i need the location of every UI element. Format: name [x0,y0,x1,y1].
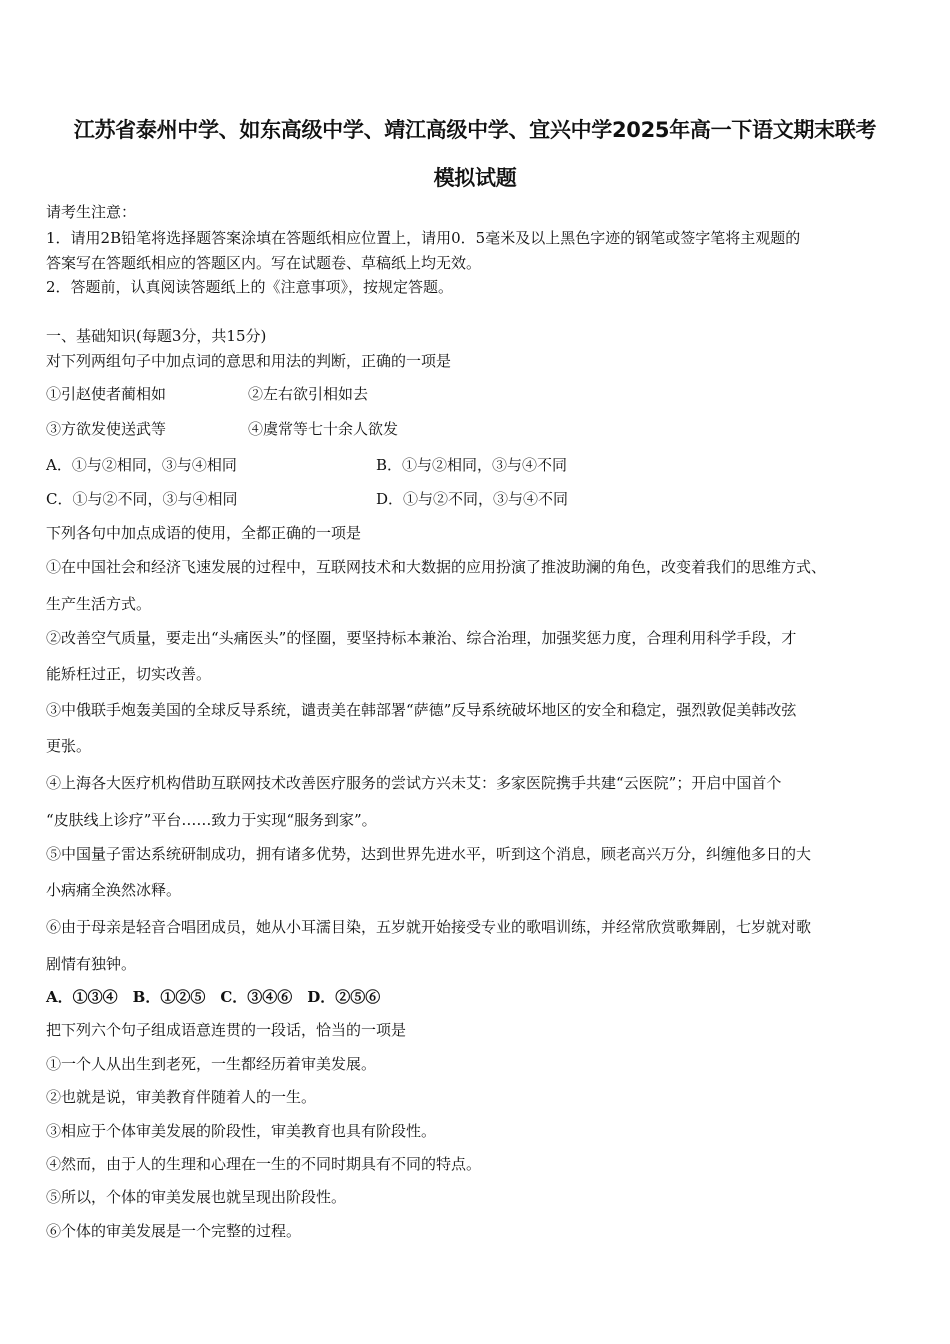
q2-sentence-2-line-2: 能矫枉过正，切实改善。 [46,665,212,683]
q3-sentence-3: ③相应于个体审美发展的阶段性，审美教育也具有阶段性。 [46,1122,437,1140]
q3-sentence-6: ⑥个体的审美发展是一个完整的过程。 [46,1222,302,1240]
q1-option-b: B．①与②相同，③与④不同 [376,456,568,474]
question-3-stem: 把下列六个句子组成语意连贯的一段话，恰当的一项是 [46,1021,407,1039]
section-heading: 一、基础知识(每题3分，共15分) [46,327,267,345]
q1-sentence-3: ③方欲发使送武等 [46,420,167,438]
q2-sentence-1-line-2: 生产生活方式。 [46,595,152,613]
q2-sentence-3-line-2: 更张。 [46,737,92,755]
q2-sentence-6-line-2: 剧情有独钟。 [46,955,137,973]
q3-sentence-4: ④然而，由于人的生理和心理在一生的不同时期具有不同的特点。 [46,1155,482,1173]
q1-option-d: D．①与②不同，③与④不同 [376,490,569,508]
q2-sentence-3-line-1: ③中俄联手炮轰美国的全球反导系统，谴责美在韩部署“萨德”反导系统破坏地区的安全和稳定，强烈敦促美韩改弦 [46,701,797,719]
notice-item-1-line-1: 1．请用2B铅笔将选择题答案涂填在答题纸相应位置上，请用0．5毫米及以上黑色字迹的钢笔或签字笔将主观题的 [46,229,801,247]
q2-sentence-4-line-1: ④上海各大医疗机构借助互联网技术改善医疗服务的尝试方兴未艾：多家医院携手共建“云医院”；开启中国首个 [46,774,782,792]
q3-sentence-1: ①一个人从出生到老死，一生都经历着审美发展。 [46,1055,377,1073]
q2-sentence-6-line-1: ⑥由于母亲是轻音合唱团成员，她从小耳濡目染，五岁就开始接受专业的歌唱训练，并经常欣赏歌舞剧，七岁就对歌 [46,918,812,936]
q1-sentence-2: ②左右欲引相如去 [248,385,369,403]
q2-sentence-1-line-1: ①在中国社会和经济飞速发展的过程中，互联网技术和大数据的应用扮演了推波助澜的角色，改变着我们的思维方式、 [46,558,827,576]
exam-title-line1: 江苏省泰州中学、如东高级中学、靖江高级中学、宜兴中学2025年高一下语文期末联考 [73,118,877,142]
question-2-stem: 下列各句中加点成语的使用，全都正确的一项是 [46,524,362,542]
q2-sentence-5-line-2: 小病痛全涣然冰释。 [46,881,182,899]
q1-sentence-4: ④虞常等七十余人欲发 [248,420,399,438]
q1-sentence-1: ①引赵使者蔺相如 [46,385,167,403]
notice-item-1-line-2: 答案写在答题纸相应的答题区内。写在试题卷、草稿纸上均无效。 [46,254,482,272]
exam-title-line2: 模拟试题 [433,166,517,190]
q2-sentence-5-line-1: ⑤中国量子雷达系统研制成功，拥有诸多优势，达到世界先进水平，听到这个消息，顾老高兴万分，纠缠他多日的大 [46,845,812,863]
q2-options: A．①③④ B．①②⑤ C．③④⑥ D．②⑤⑥ [46,988,381,1006]
q3-sentence-2: ②也就是说，审美教育伴随着人的一生。 [46,1088,317,1106]
q1-option-c: C．①与②不同，③与④相同 [46,490,238,508]
q1-option-a: A．①与②相同，③与④相同 [46,456,237,474]
q3-sentence-5: ⑤所以，个体的审美发展也就呈现出阶段性。 [46,1188,347,1206]
q2-sentence-2-line-1: ②改善空气质量，要走出“头痛医头”的怪圈，要坚持标本兼治、综合治理，加强奖惩力度，合理利用科学手段，才 [46,629,797,647]
notice-item-2: 2．答题前，认真阅读答题纸上的《注意事项》，按规定答题。 [46,278,454,296]
question-1-stem: 对下列两组句子中加点词的意思和用法的判断，正确的一项是 [46,352,452,370]
notice-heading: 请考生注意： [46,203,137,221]
q2-sentence-4-line-2: “皮肤线上诊疗”平台……致力于实现“服务到家”。 [46,811,377,829]
